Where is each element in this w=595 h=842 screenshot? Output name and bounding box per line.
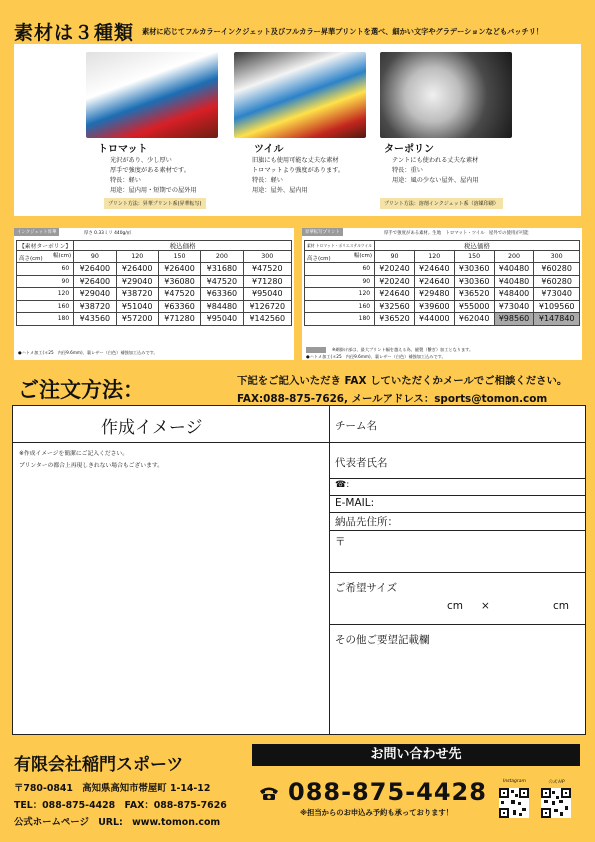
- price-cell: ¥40480: [494, 275, 534, 288]
- material-photo: [86, 52, 218, 138]
- print-method-note: プリント方法：溶剤インクジェット系（溶媒印刷）: [380, 198, 503, 209]
- price-cell: ¥73040: [494, 300, 534, 313]
- column-header: 200: [494, 251, 534, 263]
- other-requests-label[interactable]: その他ご要望記載欄: [335, 634, 430, 646]
- material-photo: [234, 52, 366, 138]
- price-cell: ¥63360: [158, 300, 200, 313]
- row-header: 180: [17, 313, 74, 326]
- table-row: [17, 263, 292, 276]
- company-address: 〒780-0841 高知県高知市帯屋町 1-14-12: [14, 783, 211, 794]
- price-cell: ¥32560: [375, 300, 415, 313]
- price-cell: ¥62040: [454, 313, 494, 326]
- table-subcaption: 厚さ 0.33ミリ 440g/㎡: [84, 231, 132, 236]
- company-url[interactable]: 公式ホームページ URL: www.tomon.com: [14, 817, 221, 828]
- shade-legend-swatch: [306, 347, 326, 353]
- row-header: 90: [17, 275, 74, 288]
- company-tel-fax: TEL：088-875-4428 FAX：088-875-7626: [14, 800, 227, 811]
- price-cell: ¥26400: [74, 275, 116, 288]
- price-cell: ¥38720: [116, 288, 158, 301]
- price-cell: ¥24640: [375, 288, 415, 301]
- price-cell: ¥36520: [375, 313, 415, 326]
- row-header: 60: [305, 263, 375, 276]
- size-unit-height: cm: [553, 600, 570, 612]
- form-row-divider: [330, 495, 586, 496]
- price-cell: ¥57200: [116, 313, 158, 326]
- phone-number[interactable]: 088-875-4428: [288, 778, 487, 806]
- price-cell: ¥30360: [454, 275, 494, 288]
- width-label: 幅(cm): [353, 253, 373, 259]
- price-cell: ¥31680: [201, 263, 243, 276]
- table-row: [17, 275, 292, 288]
- price-cell: ¥47520: [243, 263, 291, 276]
- price-cell: ¥20240: [375, 263, 415, 276]
- price-cell: ¥48400: [494, 288, 534, 301]
- table-caption: インクジェット昇華: [14, 228, 59, 236]
- table-row: [305, 275, 580, 288]
- create-image-divider: [13, 442, 329, 443]
- material-description: 旧旗にも使用可能な丈夫な素材 トロマットより強度があります。 特長：軽い 用途：屋外、屋内用: [252, 157, 345, 194]
- price-cell: ¥142560: [243, 313, 291, 326]
- width-label: 幅(cm): [53, 253, 72, 259]
- price-cell: ¥55000: [454, 300, 494, 313]
- material-name: ターポリン: [384, 144, 434, 155]
- price-cell: ¥95040: [243, 288, 291, 301]
- column-header: 150: [158, 251, 200, 263]
- form-row-divider: [330, 512, 586, 513]
- price-cell: ¥30360: [454, 263, 494, 276]
- row-header: 120: [17, 288, 74, 301]
- material-description: テントにも使われる丈夫な素材 特長：重い 用途：風の少ない屋外、屋内用: [392, 157, 479, 184]
- material-label: 【素材ターポリン】: [17, 241, 74, 251]
- price-cell: ¥84480: [201, 300, 243, 313]
- order-instructions: 下記をご記入いただき FAX していただくかメールでご相談ください。: [237, 375, 568, 387]
- column-header: 120: [414, 251, 454, 263]
- contact-header: お問い合わせ先: [252, 744, 580, 766]
- instagram-qr-code[interactable]: [499, 788, 529, 818]
- order-title: ご注文方法：: [18, 378, 144, 402]
- table-footnote: ※網掛け部は、最大プリント幅を越える為、縫製（繋ぎ）加工となります。: [332, 347, 474, 352]
- price-cell: ¥29480: [414, 288, 454, 301]
- height-label: 高さ(cm): [307, 256, 331, 262]
- header-label: 税込価格: [74, 241, 292, 251]
- table-footnote: ●ハトメ加工(＊25 内径9.6mm)、裏レザー（白色）補強加工込みです。: [18, 350, 158, 355]
- price-cell: ¥109560: [534, 300, 580, 313]
- column-header: 120: [116, 251, 158, 263]
- table-row: [17, 313, 292, 326]
- table-caption: 昇華転写プリント: [302, 228, 343, 236]
- row-header: 160: [305, 300, 375, 313]
- form-row-divider: [330, 478, 586, 479]
- material-name: トロマット: [98, 144, 148, 155]
- table-row: [305, 300, 580, 313]
- size-label: ご希望サイズ: [335, 582, 398, 594]
- price-cell: ¥26400: [158, 263, 200, 276]
- form-row-divider: [330, 442, 586, 443]
- price-cell: ¥36080: [158, 275, 200, 288]
- price-cell: ¥26400: [74, 263, 116, 276]
- material-name: ツイル: [254, 144, 284, 155]
- axis-labels: [17, 251, 74, 263]
- column-header: 90: [74, 251, 116, 263]
- delivery-address-label[interactable]: 納品先住所：: [335, 516, 398, 528]
- axis-labels: [305, 251, 375, 263]
- price-cell: ¥126720: [243, 300, 291, 313]
- phone-icon: [258, 785, 280, 801]
- price-cell: ¥71280: [243, 275, 291, 288]
- material-description: 光沢があり、少し厚い 厚手で強度がある素材です。 特長：軽い 用途：屋内用・短期での屋外用: [110, 157, 197, 194]
- price-cell: ¥36520: [454, 288, 494, 301]
- price-cell: ¥39600: [414, 300, 454, 313]
- reservation-note: ※担当からのお申込み予約も承っております！: [300, 808, 454, 817]
- price-table-inkjet: [14, 228, 294, 360]
- section-title: 素材は３種類: [14, 22, 135, 44]
- price-cell: ¥38720: [74, 300, 116, 313]
- price-cell: ¥20240: [375, 275, 415, 288]
- representative-label[interactable]: 代表者氏名: [335, 457, 388, 469]
- materials-panel: [14, 44, 581, 216]
- material-photo: [380, 52, 512, 138]
- price-cell: ¥24640: [414, 263, 454, 276]
- homepage-qr-code[interactable]: [541, 788, 571, 818]
- column-header: 200: [201, 251, 243, 263]
- form-divider: [329, 406, 330, 734]
- order-form: [12, 405, 586, 735]
- table-row: [305, 288, 580, 301]
- form-row-divider: [330, 530, 586, 531]
- column-header: 300: [534, 251, 580, 263]
- price-cell-shaded: ¥98560: [494, 313, 534, 326]
- price-cell: ¥51040: [116, 300, 158, 313]
- form-row-divider: [330, 624, 586, 625]
- price-cell: ¥26400: [116, 263, 158, 276]
- height-label: 高さ(cm): [19, 256, 43, 262]
- price-cell: ¥29040: [116, 275, 158, 288]
- table-row: [17, 288, 292, 301]
- column-header: 150: [454, 251, 494, 263]
- row-header: 90: [305, 275, 375, 288]
- row-header: 120: [305, 288, 375, 301]
- column-header: 90: [375, 251, 415, 263]
- price-cell: ¥47520: [201, 275, 243, 288]
- price-table-sublimation: [302, 228, 582, 360]
- table-subcaption: 厚手で強度がある素材。生地 トロマット・ツイル 屋外での使用が可能: [384, 231, 529, 236]
- qr-label-instagram: Instagram: [503, 779, 526, 784]
- column-header: 300: [243, 251, 291, 263]
- price-cell: ¥71280: [158, 313, 200, 326]
- table-footnote: ●ハトメ加工(＊25 内径9.6mm)、裏レザー（白色）補強加工込みです。: [306, 354, 446, 359]
- postal-mark[interactable]: 〒: [335, 536, 346, 548]
- price-grid: [304, 240, 580, 326]
- price-cell: ¥47520: [158, 288, 200, 301]
- price-cell: ¥29040: [74, 288, 116, 301]
- price-cell: ¥40480: [494, 263, 534, 276]
- table-row: [305, 313, 580, 326]
- price-cell: ¥44000: [414, 313, 454, 326]
- form-row-divider: [330, 572, 586, 573]
- price-cell: ¥60280: [534, 275, 580, 288]
- price-cell: ¥24640: [414, 275, 454, 288]
- company-logo: 有限会社稲門スポーツ: [14, 755, 184, 775]
- price-cell: ¥63360: [201, 288, 243, 301]
- create-image-title: 作成イメージ: [101, 418, 203, 438]
- price-cell-shaded: ¥147840: [534, 313, 580, 326]
- price-cell: ¥95040: [201, 313, 243, 326]
- team-name-label[interactable]: チーム名: [335, 420, 377, 432]
- email-label[interactable]: E-MAIL:: [335, 497, 375, 509]
- tel-label[interactable]: ☎:: [335, 480, 350, 490]
- create-note: ※作成イメージを簡潔にご記入ください。: [19, 451, 129, 457]
- row-header: 180: [305, 313, 375, 326]
- price-cell: ¥43560: [74, 313, 116, 326]
- row-header: 160: [17, 300, 74, 313]
- size-times: ×: [481, 600, 490, 612]
- qr-label-hp: 公式 HP: [548, 780, 565, 785]
- print-method-note: プリント方法：昇華プリント系(昇華転写): [104, 198, 206, 209]
- size-unit-width: cm: [447, 600, 464, 612]
- row-header: 60: [17, 263, 74, 276]
- create-note: プリンターの都合上再現しきれない場合もございます。: [19, 463, 163, 469]
- order-contact: FAX:088-875-7626, メールアドレス：sports@tomon.com: [237, 393, 548, 405]
- material-label: 素材 トロマット・ポリエステルツイル: [305, 241, 375, 251]
- section-description: 素材に応じてフルカラーインクジェット及びフルカラー昇華プリントを選べ、細かい文字やグラデーションなどもバッチリ！: [142, 27, 544, 36]
- price-grid: [16, 240, 292, 326]
- table-row: [305, 263, 580, 276]
- header-label: 税込価格: [375, 241, 580, 251]
- create-image-area[interactable]: [15, 472, 327, 732]
- table-row: [17, 300, 292, 313]
- price-cell: ¥73040: [534, 288, 580, 301]
- price-cell: ¥60280: [534, 263, 580, 276]
